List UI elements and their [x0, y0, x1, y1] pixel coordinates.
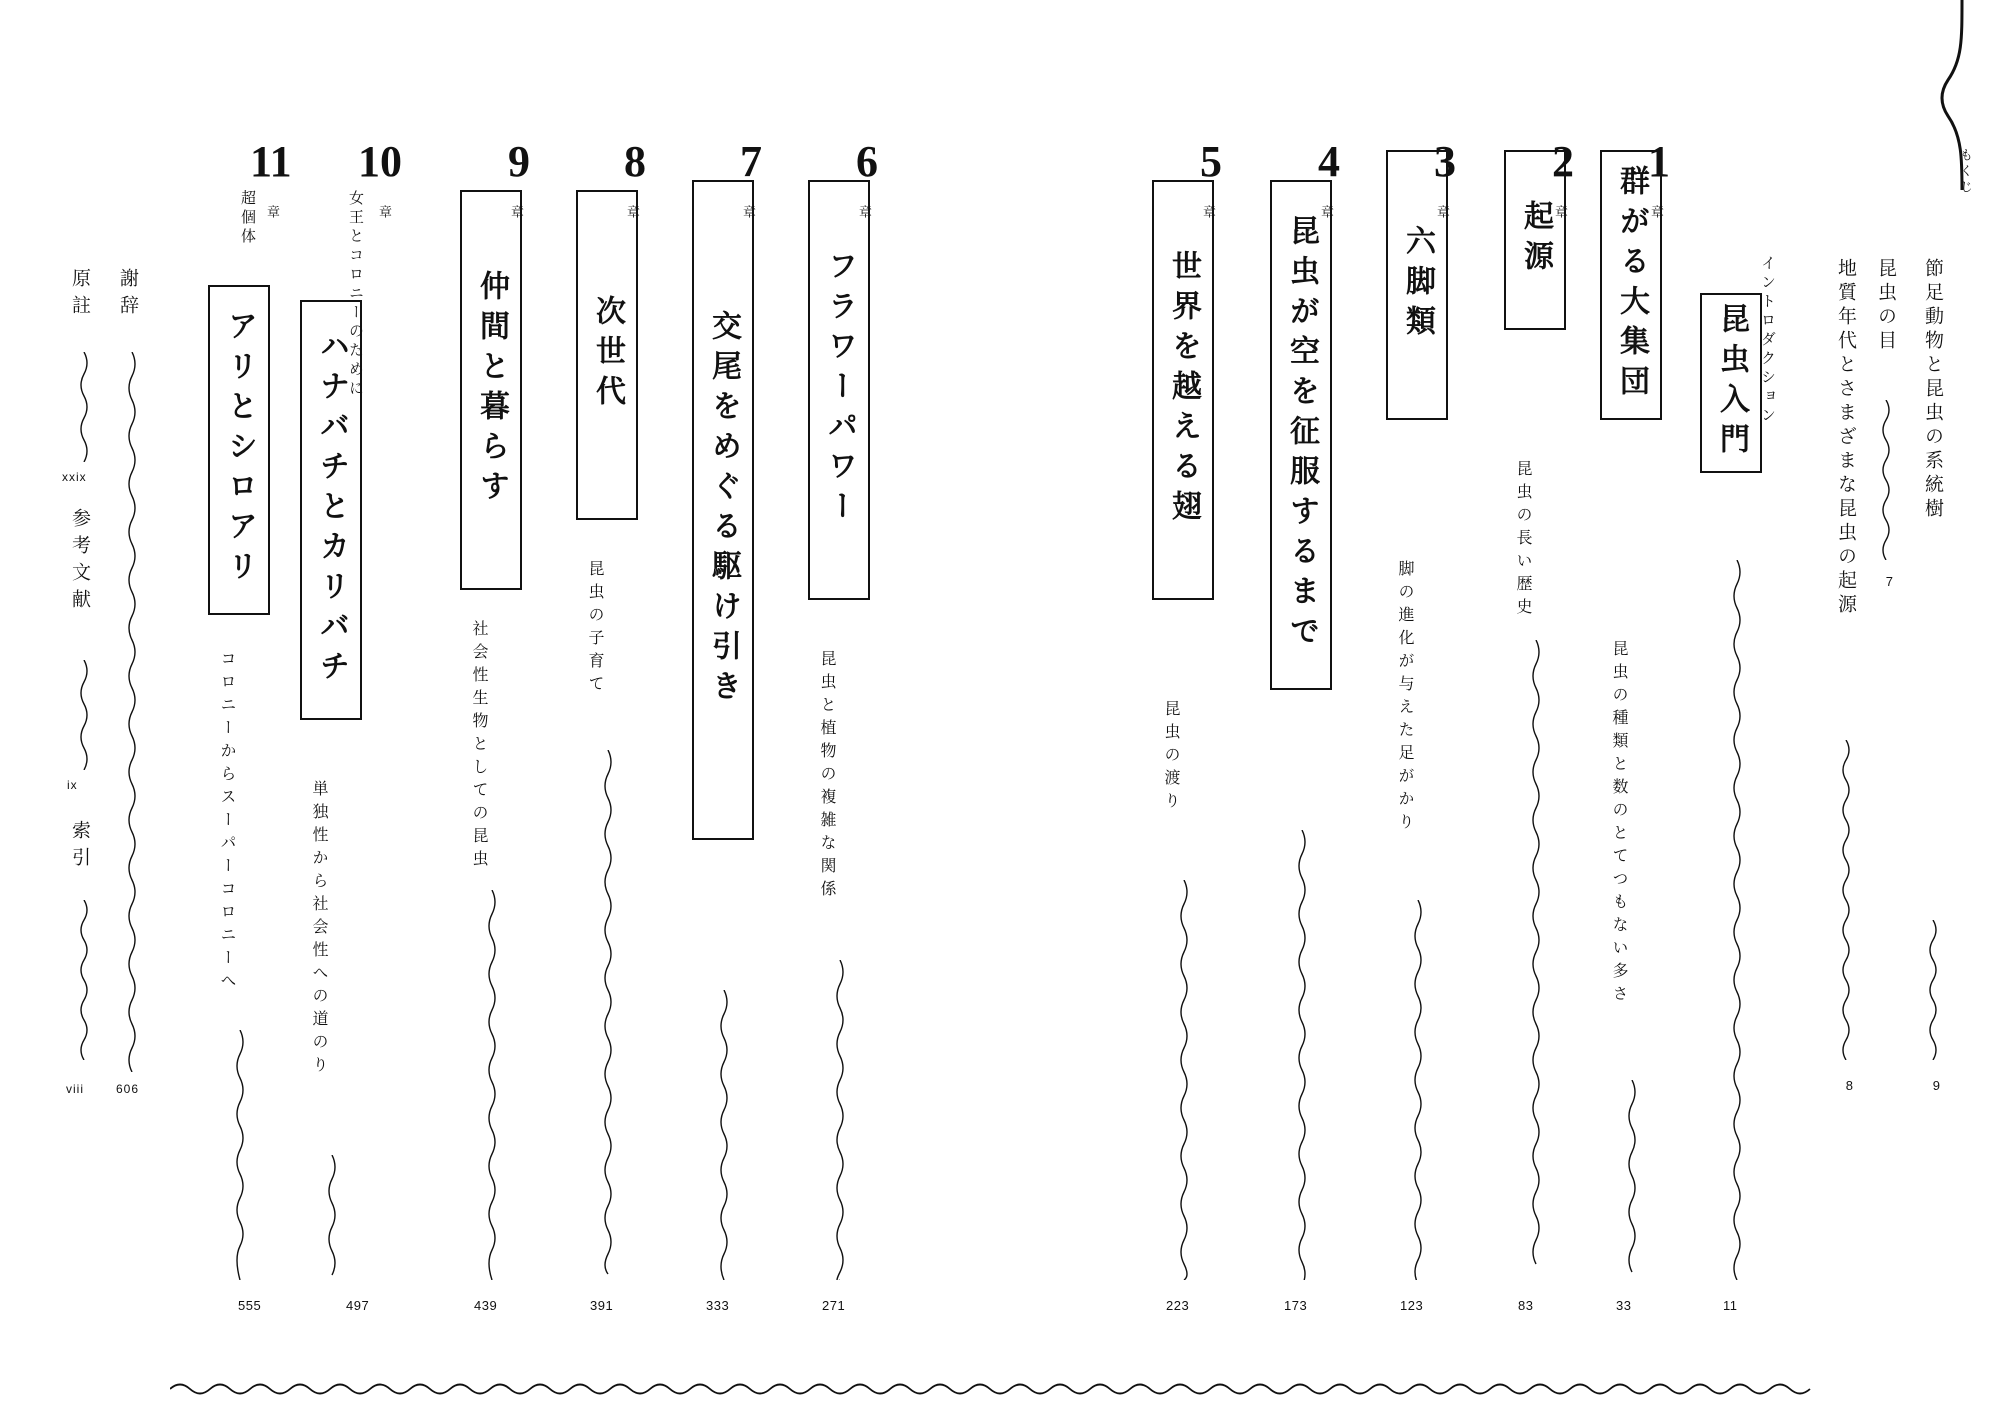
chapter-title-3: 六脚類: [1401, 225, 1434, 345]
chapter-number-7: 7: [740, 137, 762, 186]
chapter-word-2: 章: [1553, 205, 1568, 219]
leader-wave-9: [482, 890, 502, 1280]
chapter-subtitle-8: 昆虫の子育て: [586, 560, 603, 698]
chapter-title-box-3: [1386, 150, 1448, 420]
chapter-word-9: 章: [509, 205, 524, 219]
chapter-subtitle-2: 昆虫の長い歴史: [1514, 460, 1531, 621]
chapter-title-box-2: [1504, 150, 1566, 330]
front-matter-page-3: 9: [1932, 1078, 1941, 1093]
chapter-subtitle-10: 単独性から社会性への道のり: [310, 780, 327, 1079]
chapter-word-8: 章: [625, 205, 640, 219]
chapter-title-2: 起源: [1519, 200, 1552, 280]
chapter-title-5: 世界を越える翅: [1167, 250, 1200, 530]
chapter-word-6: 章: [857, 205, 872, 219]
front-matter-item-title-2: 地質年代とさまざまな昆虫の起源: [1835, 258, 1856, 618]
leader-wave-back-3: [74, 660, 94, 770]
chapter-title-7: 交尾をめぐる駆け引き: [707, 310, 740, 710]
chapter-word-5: 章: [1201, 205, 1216, 219]
chapter-number-3: 3: [1434, 137, 1456, 186]
chapter-title-box-1: [1600, 150, 1662, 420]
leader-wave-back-1: [122, 352, 142, 1072]
chapter-number-8: 8: [624, 137, 646, 186]
back-matter-title-1: 謝辞: [117, 268, 138, 322]
chapter-title-10: ハナバチとカリバチ: [315, 330, 348, 690]
leader-wave-back-2: [74, 352, 94, 462]
chapter-title-9: 仲間と暮らす: [475, 270, 508, 510]
chapter-subtitle-11: コロニーからスーパーコロニーへ: [218, 650, 235, 995]
leader-wave-11: [230, 1030, 250, 1280]
back-matter-title-3: 参考文献: [69, 508, 90, 616]
front-matter-item-title-3: 節足動物と昆虫の系統樹: [1922, 258, 1943, 522]
chapter-title-4: 昆虫が空を征服するまで: [1285, 215, 1318, 655]
chapter-pre-label-11: 超個体: [239, 190, 256, 247]
chapter-subtitle-9: 社会性生物としての昆虫: [470, 620, 487, 873]
chapter-page-7: 333: [706, 1298, 730, 1313]
chapter-page-11: 555: [238, 1298, 262, 1313]
chapter-number-11: 11: [250, 137, 292, 186]
leader-wave-back-4: [74, 900, 94, 1060]
leader-wave-3: [1408, 900, 1428, 1280]
chapter-word-10: 章: [377, 205, 392, 219]
chapter-word-1: 章: [1649, 205, 1664, 219]
leader-wave-6: [830, 960, 850, 1280]
front-matter-page-1: 7: [1885, 574, 1894, 589]
chapter-title-box-5: [1152, 180, 1214, 600]
front-matter-page-2: 8: [1845, 1078, 1854, 1093]
leader-wave-1: [1622, 1080, 1642, 1280]
intro-title-box: [1700, 293, 1762, 473]
back-matter-page-2: xxix: [62, 470, 87, 484]
leader-wave-8: [598, 750, 618, 1280]
chapter-page-2: 83: [1518, 1298, 1534, 1313]
chapter-title-8: 次世代: [591, 295, 624, 415]
chapter-title-box-9: [460, 190, 522, 590]
chapter-number-2: 2: [1552, 137, 1574, 186]
back-matter-title-4: 索引: [69, 820, 90, 874]
chapter-word-3: 章: [1435, 205, 1450, 219]
chapter-subtitle-3: 脚の進化が与えた足がかり: [1396, 560, 1413, 836]
chapter-number-1: 1: [1648, 137, 1670, 186]
chapter-number-4: 4: [1318, 137, 1340, 186]
chapter-page-6: 271: [822, 1298, 846, 1313]
leader-wave-5: [1174, 880, 1194, 1280]
chapter-page-3: 123: [1400, 1298, 1424, 1313]
chapter-number-9: 9: [508, 137, 530, 186]
chapter-page-9: 439: [474, 1298, 498, 1313]
back-matter-page-3: ix: [67, 778, 78, 792]
chapter-title-box-10: [300, 300, 362, 720]
leader-wave-intro: [1727, 560, 1747, 1280]
leader-wave-front-3: [1923, 920, 1943, 1060]
bottom-wave-divider: [170, 1378, 1820, 1400]
back-matter-title-2: 原註: [69, 268, 90, 322]
chapter-number-5: 5: [1200, 137, 1222, 186]
intro-label: イントロダクション: [1759, 255, 1776, 426]
chapter-page-1: 33: [1616, 1298, 1632, 1313]
leader-wave-10: [322, 1155, 342, 1280]
front-matter-item-title-1: 昆虫の目: [1875, 258, 1896, 354]
chapter-title-1: 群がる大集団: [1615, 165, 1648, 405]
leader-wave-7: [714, 990, 734, 1280]
page-title: もくじ: [1958, 148, 1973, 196]
chapter-title-box-11: [208, 285, 270, 615]
chapter-page-4: 173: [1284, 1298, 1308, 1313]
chapter-word-7: 章: [741, 205, 756, 219]
chapter-title-box-6: [808, 180, 870, 600]
leader-wave-2: [1526, 640, 1546, 1280]
chapter-subtitle-1: 昆虫の種類と数のとてつもない多さ: [1610, 640, 1627, 1008]
chapter-page-8: 391: [590, 1298, 614, 1313]
leader-wave-front-2: [1836, 740, 1856, 1060]
back-matter-page-1: 606: [116, 1082, 140, 1096]
leader-wave-front-1: [1876, 400, 1896, 560]
chapter-word-4: 章: [1319, 205, 1334, 219]
chapter-title-box-4: [1270, 180, 1332, 690]
back-matter-page-4: viii: [66, 1082, 84, 1096]
chapter-title-box-8: [576, 190, 638, 520]
chapter-subtitle-5: 昆虫の渡り: [1162, 700, 1179, 815]
leader-wave-4: [1292, 830, 1312, 1280]
chapter-number-10: 10: [358, 137, 402, 186]
chapter-title-11: アリとシロアリ: [223, 310, 256, 590]
chapter-page-5: 223: [1166, 1298, 1190, 1313]
chapter-subtitle-6: 昆虫と植物の複雑な関係: [818, 650, 835, 903]
chapter-word-11: 章: [265, 205, 280, 219]
chapter-title-6: フラワーパワー: [823, 250, 856, 530]
intro-page: 11: [1723, 1298, 1738, 1313]
chapter-page-10: 497: [346, 1298, 370, 1313]
chapter-title-box-7: [692, 180, 754, 840]
intro-title: 昆虫入門: [1715, 303, 1748, 463]
chapter-pre-label-10: 女王とコロニーのために: [347, 190, 364, 399]
chapter-number-6: 6: [856, 137, 878, 186]
